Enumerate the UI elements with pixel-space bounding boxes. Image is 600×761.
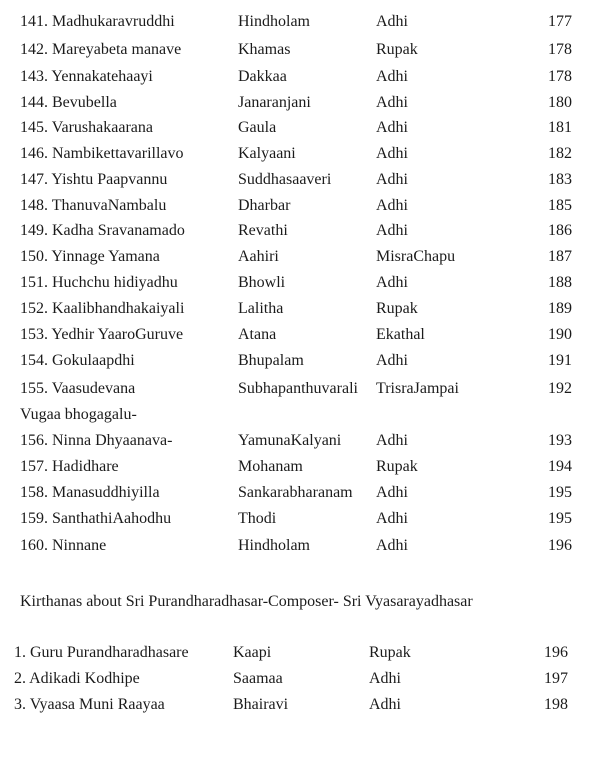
song-title: 159. SanthathiAahodhu [20,510,172,527]
song-row [0,116,600,140]
song-page: 191 [548,352,572,369]
song-title: 152. Kaalibhandhakaiyali [20,300,185,317]
song-page: 196 [548,537,572,554]
song-raga: Bhowli [238,274,286,291]
song-page: 189 [548,300,572,317]
song-page: 192 [548,380,572,397]
song-title: 150. Yinnage Yamana [20,248,160,265]
song-tala: Adhi [376,432,408,449]
song-raga: Hindholam [238,537,310,554]
song-title: 145. Varushakaarana [20,119,153,136]
song-title: 142. Mareyabeta manave [20,41,182,58]
song-tala: Ekathal [376,326,425,343]
song-title: 155. Vaasudevana [20,380,136,397]
song-row [0,271,600,295]
song-raga: Hindholam [238,13,310,30]
song-raga: Khamas [238,41,291,58]
song-page: 195 [548,484,572,501]
song-row [0,65,600,89]
song-row [0,377,600,401]
song-raga: Revathi [238,222,288,239]
kirthana-raga: Kaapi [233,644,272,661]
song-page: 178 [548,41,572,58]
song-raga: Mohanam [238,458,303,475]
song-row [0,429,600,453]
song-raga: Gaula [238,119,277,136]
kirthana-page: 198 [544,696,568,713]
kirthana-page: 196 [544,644,568,661]
song-row [0,349,600,373]
kirthana-title: 1. Guru Purandharadhasare [14,644,189,661]
song-page: 185 [548,197,572,214]
song-raga: Bhupalam [238,352,304,369]
song-page: 181 [548,119,572,136]
song-row [0,455,600,479]
song-raga: Janaranjani [238,94,311,111]
song-raga: Subhapanthuvarali [238,380,358,397]
song-tala: MisraChapu [376,248,456,265]
song-row [0,297,600,321]
song-raga: Dharbar [238,197,291,214]
song-tala: Rupak [376,458,418,475]
song-raga: Sankarabharanam [238,484,353,501]
song-raga: Aahiri [238,248,279,265]
kirthana-raga: Bhairavi [233,696,289,713]
song-raga: Thodi [238,510,277,527]
song-page: 194 [548,458,572,475]
song-tala: Adhi [376,274,408,291]
song-title: 153. Yedhir YaaroGuruve [20,326,184,343]
song-raga: Kalyaani [238,145,296,162]
song-page: 190 [548,326,572,343]
song-title: 160. Ninnane [20,537,107,554]
song-tala: Adhi [376,484,408,501]
kirthana-row [0,667,600,691]
song-page: 193 [548,432,572,449]
song-title: 148. ThanuvaNambalu [20,197,167,214]
song-tala: Adhi [376,171,408,188]
song-title: 141. Madhukaravruddhi [20,13,175,30]
song-raga: Dakkaa [238,68,287,85]
song-title: 144. Bevubella [20,94,117,111]
kirthana-row [0,641,600,665]
kirthana-title: 2. Adikadi Kodhipe [14,670,140,687]
song-row [0,403,600,427]
song-tala: Adhi [376,352,408,369]
kirthana-tala: Adhi [369,670,401,687]
song-raga: Atana [238,326,277,343]
song-page: 186 [548,222,572,239]
song-row [0,168,600,192]
song-title: 151. Huchchu hidiyadhu [20,274,178,291]
song-title: 147. Yishtu Paapvannu [20,171,168,188]
song-tala: Adhi [376,510,408,527]
song-title: 156. Ninna Dhyaanava- [20,432,173,449]
song-page: 183 [548,171,572,188]
song-page: 178 [548,68,572,85]
song-row [0,10,600,34]
song-title: 146. Nambikettavarillavo [20,145,184,162]
kirthana-row [0,693,600,717]
song-title: 157. Hadidhare [20,458,119,475]
song-title: 149. Kadha Sravanamado [20,222,185,239]
song-page: 187 [548,248,572,265]
song-raga: YamunaKalyani [238,432,342,449]
song-tala: Rupak [376,41,418,58]
song-row [0,245,600,269]
kirthana-raga: Saamaa [233,670,283,687]
song-row [0,507,600,531]
song-row [0,323,600,347]
song-row [0,219,600,243]
song-tala: Adhi [376,537,408,554]
song-tala: Rupak [376,300,418,317]
song-tala: Adhi [376,197,408,214]
kirthana-title: 3. Vyaasa Muni Raayaa [14,696,165,713]
song-page: 188 [548,274,572,291]
song-row [0,38,600,62]
song-raga: Suddhasaaveri [238,171,332,188]
song-row [0,534,600,558]
song-row [0,481,600,505]
section-heading: Kirthanas about Sri Purandharadhasar-Composer- Sri Vyasarayadhasar [20,593,473,610]
kirthana-page: 197 [544,670,568,687]
song-tala: Adhi [376,68,408,85]
song-title: 154. Gokulaapdhi [20,352,135,369]
song-row [0,194,600,218]
song-page: 177 [548,13,572,30]
kirthana-tala: Rupak [369,644,411,661]
song-page: 180 [548,94,572,111]
song-tala: Adhi [376,94,408,111]
song-title: 158. Manasuddhiyilla [20,484,160,501]
song-row [0,91,600,115]
song-tala: Adhi [376,13,408,30]
song-title: Vugaa bhogagalu- [20,406,137,423]
song-tala: Adhi [376,222,408,239]
song-tala: TrisraJampai [376,380,459,397]
song-page: 182 [548,145,572,162]
song-tala: Adhi [376,119,408,136]
song-page: 195 [548,510,572,527]
song-raga: Lalitha [238,300,284,317]
song-tala: Adhi [376,145,408,162]
song-row [0,142,600,166]
kirthana-tala: Adhi [369,696,401,713]
song-title: 143. Yennakatehaayi [20,68,153,85]
